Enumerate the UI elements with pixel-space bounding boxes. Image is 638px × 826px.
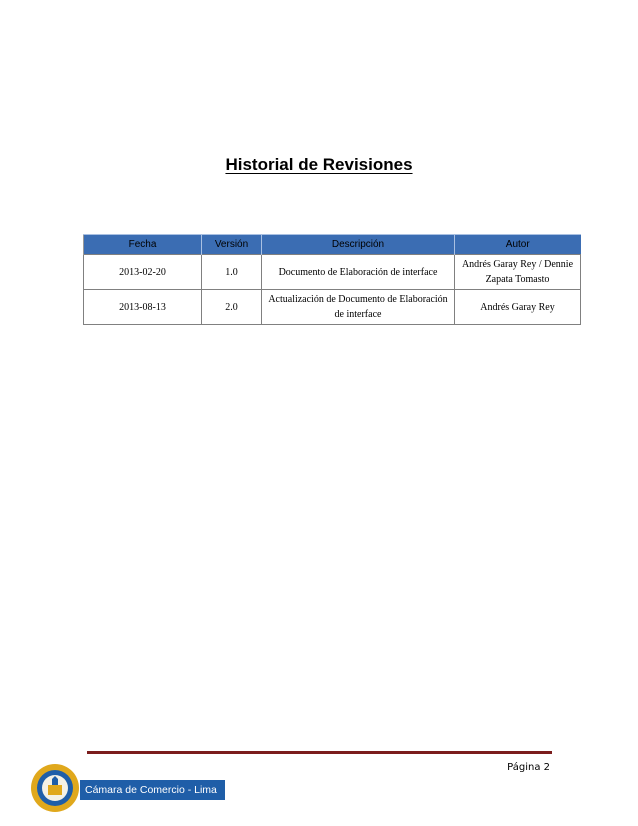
- cell-fecha: 2013-02-20: [84, 255, 202, 290]
- cell-version: 1.0: [202, 255, 262, 290]
- col-header-version: Versión: [202, 235, 262, 255]
- cell-fecha: 2013-08-13: [84, 290, 202, 325]
- col-header-autor: Autor: [455, 235, 581, 255]
- table-row: [84, 290, 581, 325]
- chamber-of-commerce-seal-icon: [30, 763, 80, 813]
- title-text: Historial de Revisiones: [225, 155, 413, 174]
- cell-version: 2.0: [202, 290, 262, 325]
- table-row: [84, 255, 581, 290]
- table-header-row: [84, 235, 581, 255]
- cell-descripcion: Documento de Elaboración de interface: [262, 255, 455, 290]
- footer-divider: [87, 751, 552, 754]
- col-header-fecha: Fecha: [84, 235, 202, 255]
- cell-autor: Andrés Garay Rey: [455, 290, 581, 325]
- revision-table: [83, 234, 581, 325]
- cell-autor: Andrés Garay Rey / Dennie Zapata Tomasto: [455, 255, 581, 290]
- page-title: [0, 155, 638, 175]
- col-header-descripcion: Descripción: [262, 235, 455, 255]
- brand-bar: Cámara de Comercio - Lima: [80, 780, 225, 800]
- page-number: Página 2: [507, 762, 550, 773]
- cell-descripcion: Actualización de Documento de Elaboración de interface: [262, 290, 455, 325]
